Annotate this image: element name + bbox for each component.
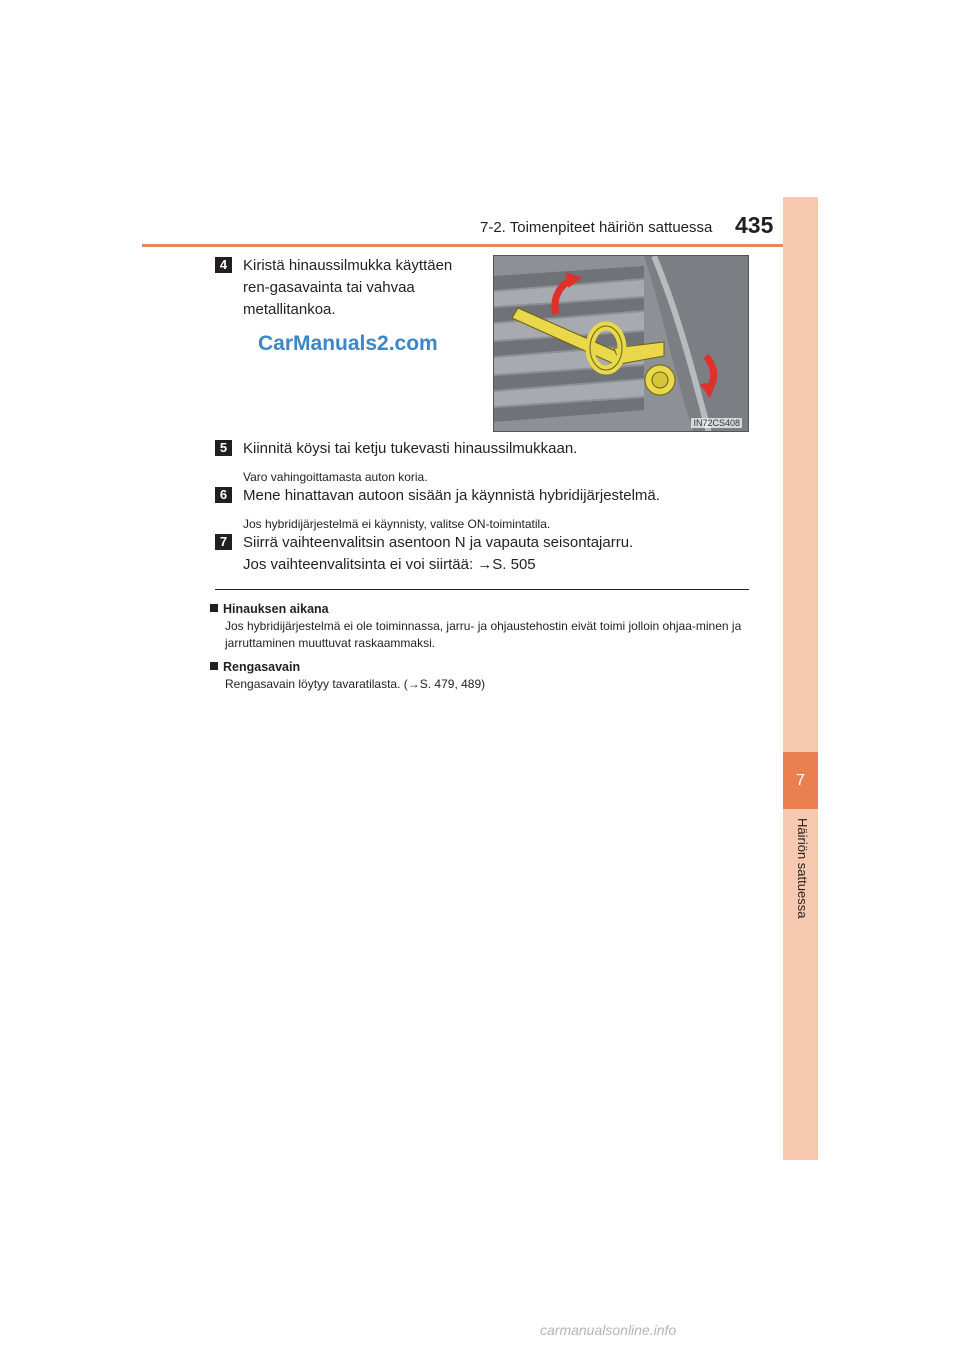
figure-id-label: IN72CS408 (693, 418, 740, 428)
info-text: Jos hybridijärjestelmä ei ole toiminnassa, jarru- ja ohjaustehostin eivät toimi jolloin ohjaa-minen ja jarruttaminen muuttuvat raskaammaksi. (225, 619, 742, 650)
info-heading (210, 658, 755, 676)
page-number: 435 (735, 212, 774, 238)
step-number-badge: 4 (215, 257, 232, 273)
step-text-reference: Jos vaihteenvalitsinta ei voi siirtää: →S. 505 (243, 556, 536, 573)
towing-eyelet-figure (493, 255, 749, 432)
step-text: Kiinnitä köysi tai ketju tukevasti hinaussilmukkaan. (243, 440, 578, 457)
step-7 (215, 532, 715, 576)
step-6 (215, 485, 735, 533)
section-title: 7-2. Toimenpiteet häiriön sattuessa (480, 219, 713, 236)
towing-eyelet-illustration (494, 256, 749, 432)
header-rule (142, 244, 818, 247)
chapter-side-tab (783, 197, 818, 1160)
step-text: Mene hinattavan autoon sisään ja käynnistä hybridijärjestelmä. (243, 487, 660, 504)
info-heading (210, 600, 755, 618)
square-bullet-icon (210, 604, 218, 612)
step-4 (215, 255, 485, 321)
step-note: Jos hybridijärjestelmä ei käynnisty, valitse ON-toimintatila. (243, 517, 551, 531)
step-text: Kiristä hinaussilmukka käyttäen ren-gasavainta tai vahvaa metallitankoa. (243, 257, 453, 318)
step-number-badge: 6 (215, 487, 232, 503)
info-wheel-wrench (210, 658, 755, 693)
info-text: Rengasavain löytyy tavaratilasta. (→S. 479, 489) (225, 677, 486, 691)
info-heading-text: Hinauksen aikana (223, 602, 329, 616)
info-heading-text: Rengasavain (223, 660, 301, 674)
square-bullet-icon (210, 662, 218, 670)
step-number-badge: 5 (215, 440, 232, 456)
step-text: Siirrä vaihteenvalitsin asentoon N ja vapauta seisontajarru. (243, 534, 634, 551)
footer-watermark: carmanualsonline.info (540, 1322, 677, 1338)
step-5 (215, 438, 715, 486)
chapter-title-vertical: Häiriön sattuessa (795, 818, 810, 919)
watermark: CarManuals2.com (258, 332, 438, 355)
info-towing (210, 600, 755, 652)
step-note: Varo vahingoittamasta auton koria. (243, 470, 428, 484)
section-divider (215, 589, 749, 590)
chapter-number-tab: 7 (783, 752, 818, 809)
step-number-badge: 7 (215, 534, 232, 550)
